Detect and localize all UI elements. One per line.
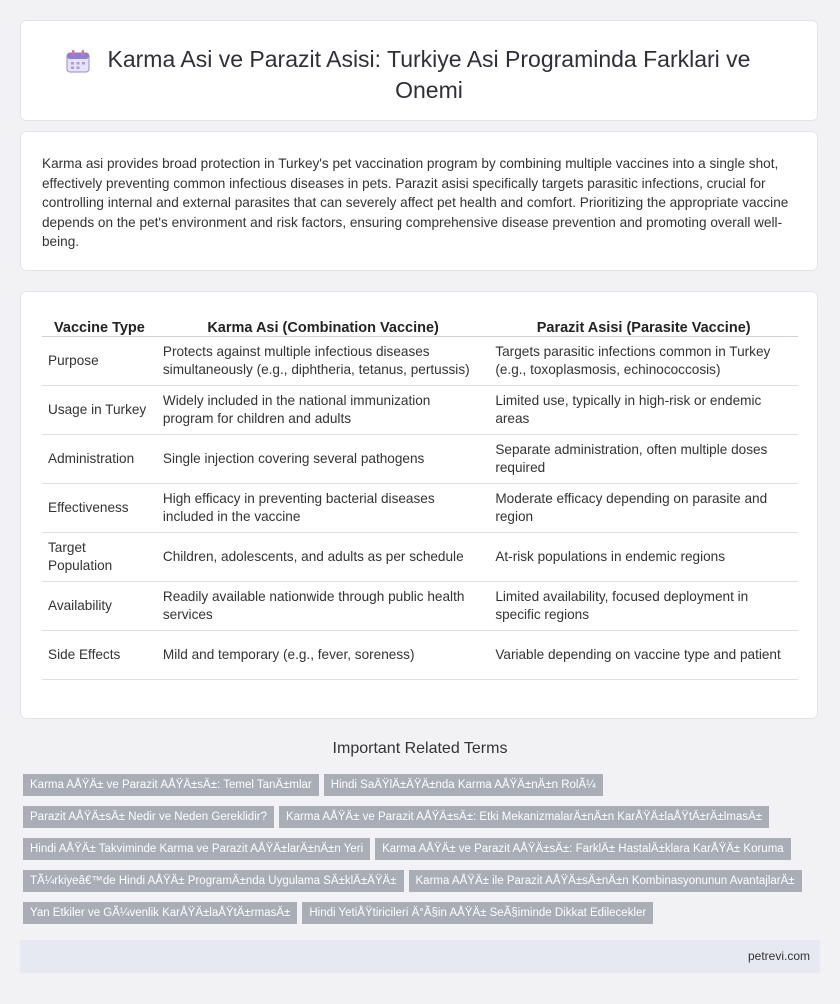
table-cell: At-risk populations in endemic regions <box>489 533 798 582</box>
table-cell: Usage in Turkey <box>42 386 157 435</box>
comparison-table <box>42 315 798 680</box>
related-term-tag[interactable]: Karma AÅŸÄ± ve Parazit AÅŸÄ±sÄ±: Temel TanÄ±mlar <box>23 774 319 796</box>
table-cell: Single injection covering several pathogens <box>157 435 489 484</box>
table-cell: High efficacy in preventing bacterial diseases included in the vaccine <box>157 484 489 533</box>
table-row <box>42 631 798 680</box>
table-header-row <box>42 315 798 337</box>
related-term-tag[interactable]: Karma AÅŸÄ± ile Parazit AÅŸÄ±sÄ±nÄ±n Kombinasyonunun AvantajlarÄ± <box>409 870 802 892</box>
table-row <box>42 582 798 631</box>
table-header: Parazit Asisi (Parasite Vaccine) <box>489 315 798 337</box>
table-cell: Purpose <box>42 337 157 386</box>
table-cell: Target Population <box>42 533 157 582</box>
related-term-tag[interactable]: TÃ¼rkiyeâ€™de Hindi AÅŸÄ± ProgramÄ±nda Uygulama SÄ±klÄ±ÄŸÄ± <box>23 870 404 892</box>
table-cell: Limited availability, focused deployment in specific regions <box>489 582 798 631</box>
table-cell: Side Effects <box>42 631 157 680</box>
table-cell: Administration <box>42 435 157 484</box>
comparison-table-card <box>20 291 818 719</box>
footer-site-link[interactable]: petrevi.com <box>747 949 810 963</box>
table-cell: Effectiveness <box>42 484 157 533</box>
table-cell: Protects against multiple infectious diseases simultaneously (e.g., diphtheria, tetanus, pertussis) <box>157 337 489 386</box>
related-term-tag[interactable]: Hindi SaÄŸlÄ±ÄŸÄ±nda Karma AÅŸÄ±nÄ±n RolÃ¼ <box>324 774 603 796</box>
related-term-tag[interactable]: Karma AÅŸÄ± ve Parazit AÅŸÄ±sÄ±: Etki MekanizmalarÄ±nÄ±n KarÅŸÄ±laÅŸtÄ±rÄ±lmasÄ± <box>279 806 769 828</box>
table-row <box>42 484 798 533</box>
table-row <box>42 337 798 386</box>
table-cell: Mild and temporary (e.g., fever, soreness) <box>157 631 489 680</box>
intro-paragraph: Karma asi provides broad protection in Turkey's pet vaccination program by combining multiple vaccines into a single shot, effectively preventing common infectious diseases in pets. Parazit asisi specifically targets parasitic infections, crucial for controlling internal and external parasites that can severely affect pet health and comfort. Prioritizing the appropriate vaccine depends on the pet's environment and risk factors, ensuring comprehensive disease prevention and promoting overall well-being. <box>42 156 789 249</box>
table-cell: Availability <box>42 582 157 631</box>
footer <box>20 940 820 973</box>
related-term-tag[interactable]: Karma AÅŸÄ± ve Parazit AÅŸÄ±sÄ±: FarklÄ± HastalÄ±klara KarÅŸÄ± Koruma <box>375 838 791 860</box>
table-row <box>42 435 798 484</box>
table-header: Karma Asi (Combination Vaccine) <box>157 315 489 337</box>
table-row <box>42 533 798 582</box>
table-cell: Targets parasitic infections common in Turkey (e.g., toxoplasmosis, echinococcosis) <box>489 337 798 386</box>
page-title: Karma Asi ve Parazit Asisi: Turkiye Asi Programinda Farklari ve Onemi <box>107 46 751 103</box>
header-card <box>20 20 818 121</box>
related-term-tag[interactable]: Hindi AÅŸÄ± Takviminde Karma ve Parazit AÅŸÄ±larÄ±nÄ±n Yeri <box>23 838 370 860</box>
table-header: Vaccine Type <box>42 315 157 337</box>
related-terms-list <box>23 774 823 934</box>
table-cell: Widely included in the national immunization program for children and adults <box>157 386 489 435</box>
table-cell: Variable depending on vaccine type and patient <box>489 631 798 680</box>
table-cell: Limited use, typically in high-risk or endemic areas <box>489 386 798 435</box>
table-cell: Readily available nationwide through public health services <box>157 582 489 631</box>
related-terms-heading: Important Related Terms <box>332 740 508 757</box>
table-cell: Moderate efficacy depending on parasite and region <box>489 484 798 533</box>
intro-card <box>20 131 818 271</box>
related-term-tag[interactable]: Yan Etkiler ve GÃ¼venlik KarÅŸÄ±laÅŸtÄ±rmasÄ± <box>23 902 297 924</box>
table-cell: Children, adolescents, and adults as per schedule <box>157 533 489 582</box>
related-term-tag[interactable]: Hindi YetiÅŸtiricileri Ä°Ã§in AÅŸÄ± SeÃ§iminde Dikkat Edilecekler <box>302 902 653 924</box>
table-row <box>42 386 798 435</box>
related-term-tag[interactable]: Parazit AÅŸÄ±sÄ± Nedir ve Neden Gereklidir? <box>23 806 274 828</box>
table-cell: Separate administration, often multiple doses required <box>489 435 798 484</box>
